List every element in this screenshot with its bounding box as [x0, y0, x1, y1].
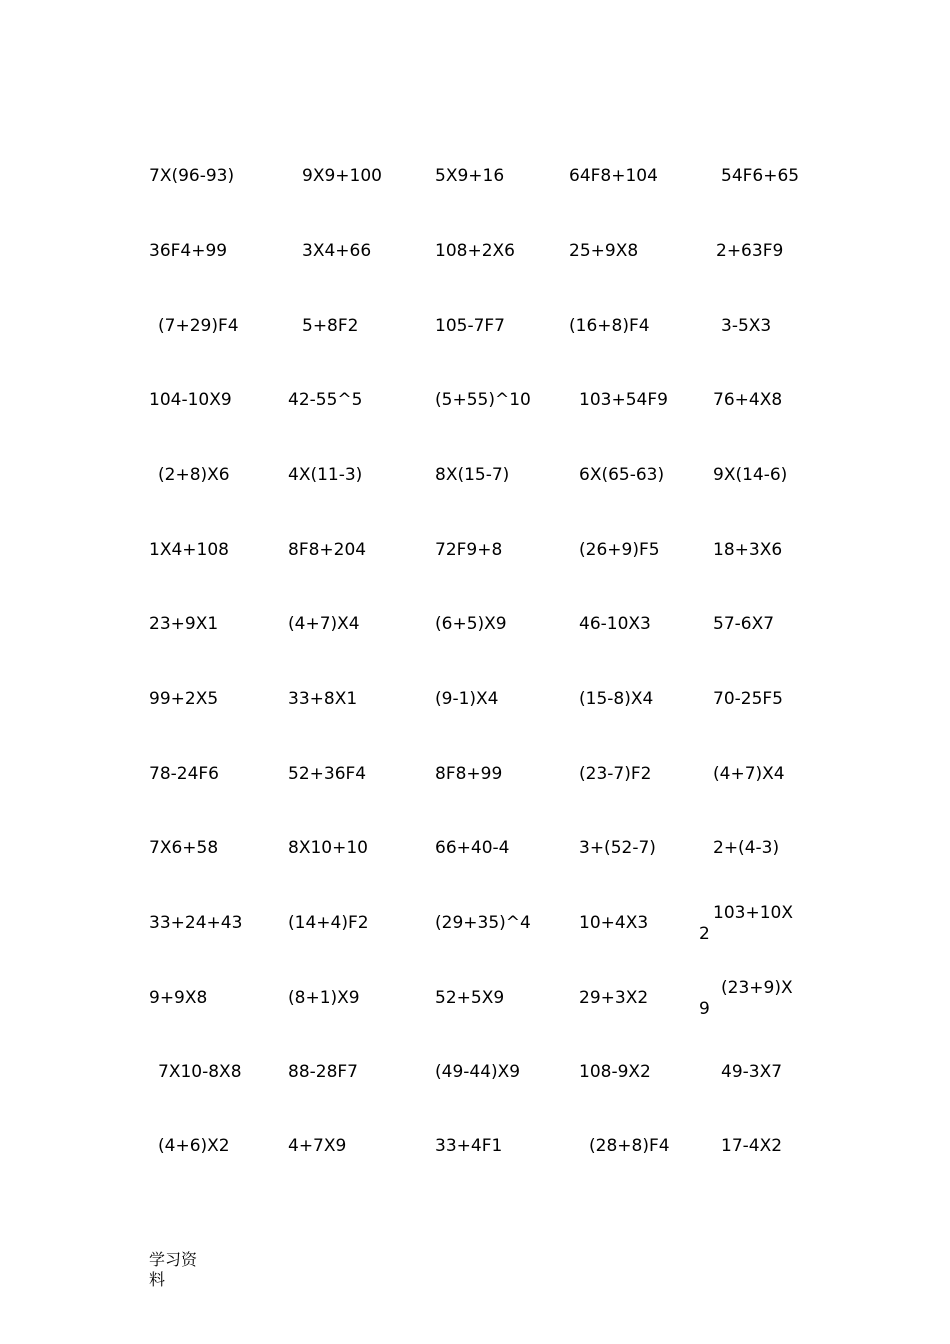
problem-cell: (9-1)X4	[435, 689, 499, 709]
problem-cell: (4+7)X4	[288, 614, 360, 634]
problem-cell: 33+24+43	[149, 913, 243, 933]
problem-cell: 4+7X9	[288, 1136, 347, 1156]
problem-cell: 3X4+66	[302, 241, 372, 261]
problem-cell: (23-7)F2	[579, 764, 652, 784]
problem-cell: 9X9+100	[302, 166, 382, 186]
problem-row	[0, 614, 950, 644]
problem-row	[0, 166, 950, 196]
problem-cell: 9+9X8	[149, 988, 208, 1008]
problem-cell: 54F6+65	[721, 166, 800, 186]
problem-cell: 64F8+104	[569, 166, 658, 186]
problem-row	[0, 1136, 950, 1166]
footer-label	[149, 1250, 209, 1290]
problem-cell: 9X(14-6)	[713, 465, 788, 485]
problem-row	[0, 390, 950, 420]
footer-line-2: 料	[149, 1270, 166, 1289]
problem-cell: 49-3X7	[721, 1062, 783, 1082]
problem-cell: 8X(15-7)	[435, 465, 510, 485]
problem-cell: 3+(52-7)	[579, 838, 656, 858]
problem-cell: 17-4X2	[721, 1136, 783, 1156]
problem-cell: 33+4F1	[435, 1136, 503, 1156]
problem-cell: 8F8+99	[435, 764, 503, 784]
problem-cell: 4X(11-3)	[288, 465, 363, 485]
problem-cell: (4+7)X4	[713, 764, 785, 784]
problem-row	[0, 540, 950, 570]
problem-cell: 78-24F6	[149, 764, 219, 784]
problem-cell: 70-25F5	[713, 689, 783, 709]
problem-cell: 76+4X8	[713, 390, 783, 410]
footer-line-1: 学习资	[149, 1250, 198, 1269]
problem-cell: 108+2X6	[435, 241, 515, 261]
problem-cell: 108-9X2	[579, 1062, 651, 1082]
problem-cell: (8+1)X9	[288, 988, 360, 1008]
problem-cell: (4+6)X2	[158, 1136, 230, 1156]
problem-row	[0, 241, 950, 271]
problem-row	[0, 764, 950, 794]
problem-cell: (6+5)X9	[435, 614, 507, 634]
problem-cell: 57-6X7	[713, 614, 775, 634]
problem-cell: 46-10X3	[579, 614, 651, 634]
problem-cell: 18+3X6	[713, 540, 783, 560]
problem-cell: 103+10X	[713, 903, 793, 923]
problem-cell: (26+9)F5	[579, 540, 660, 560]
problem-cell: 52+36F4	[288, 764, 367, 784]
problem-cell: 52+5X9	[435, 988, 505, 1008]
problem-row	[0, 1062, 950, 1092]
problem-cell: 7X(96-93)	[149, 166, 235, 186]
problem-cell: 7X10-8X8	[158, 1062, 242, 1082]
problem-cell: 10+4X3	[579, 913, 649, 933]
problem-cell: (29+35)^4	[435, 913, 531, 933]
problem-cell: 72F9+8	[435, 540, 503, 560]
problem-cell: 1X4+108	[149, 540, 229, 560]
problem-cell: 5+8F2	[302, 316, 359, 336]
problem-cell: 99+2X5	[149, 689, 219, 709]
problem-cell: 88-28F7	[288, 1062, 358, 1082]
problem-cell: (14+4)F2	[288, 913, 369, 933]
problem-cell: 104-10X9	[149, 390, 232, 410]
wrapped-fragment: 9	[699, 999, 710, 1019]
problem-cell: (7+29)F4	[158, 316, 239, 336]
problem-cell: 5X9+16	[435, 166, 505, 186]
problem-row	[0, 838, 950, 868]
problem-cell: 23+9X1	[149, 614, 219, 634]
problem-cell: 25+9X8	[569, 241, 639, 261]
problem-cell: 33+8X1	[288, 689, 358, 709]
wrapped-fragment: 2	[699, 924, 710, 944]
problem-cell: (49-44)X9	[435, 1062, 521, 1082]
problem-cell: 2+(4-3)	[713, 838, 780, 858]
problem-cell: (5+55)^10	[435, 390, 531, 410]
problem-cell: (16+8)F4	[569, 316, 650, 336]
problem-cell: 105-7F7	[435, 316, 505, 336]
problem-cell: 6X(65-63)	[579, 465, 665, 485]
problem-cell: 42-55^5	[288, 390, 363, 410]
problem-cell: 66+40-4	[435, 838, 510, 858]
problem-cell: 7X6+58	[149, 838, 219, 858]
problem-cell: 103+54F9	[579, 390, 668, 410]
problem-cell: (23+9)X	[721, 978, 793, 998]
problem-row	[0, 465, 950, 495]
problem-row	[0, 978, 950, 1019]
problem-cell: (15-8)X4	[579, 689, 654, 709]
problem-row	[0, 689, 950, 719]
problem-cell: 8F8+204	[288, 540, 367, 560]
problem-cell: (28+8)F4	[589, 1136, 670, 1156]
problem-cell: 2+63F9	[716, 241, 784, 261]
problem-cell: 3-5X3	[721, 316, 772, 336]
problem-cell: 8X10+10	[288, 838, 368, 858]
problem-row	[0, 316, 950, 346]
problem-cell: (2+8)X6	[158, 465, 230, 485]
problem-cell: 36F4+99	[149, 241, 228, 261]
problem-row	[0, 903, 950, 944]
problem-cell: 29+3X2	[579, 988, 649, 1008]
